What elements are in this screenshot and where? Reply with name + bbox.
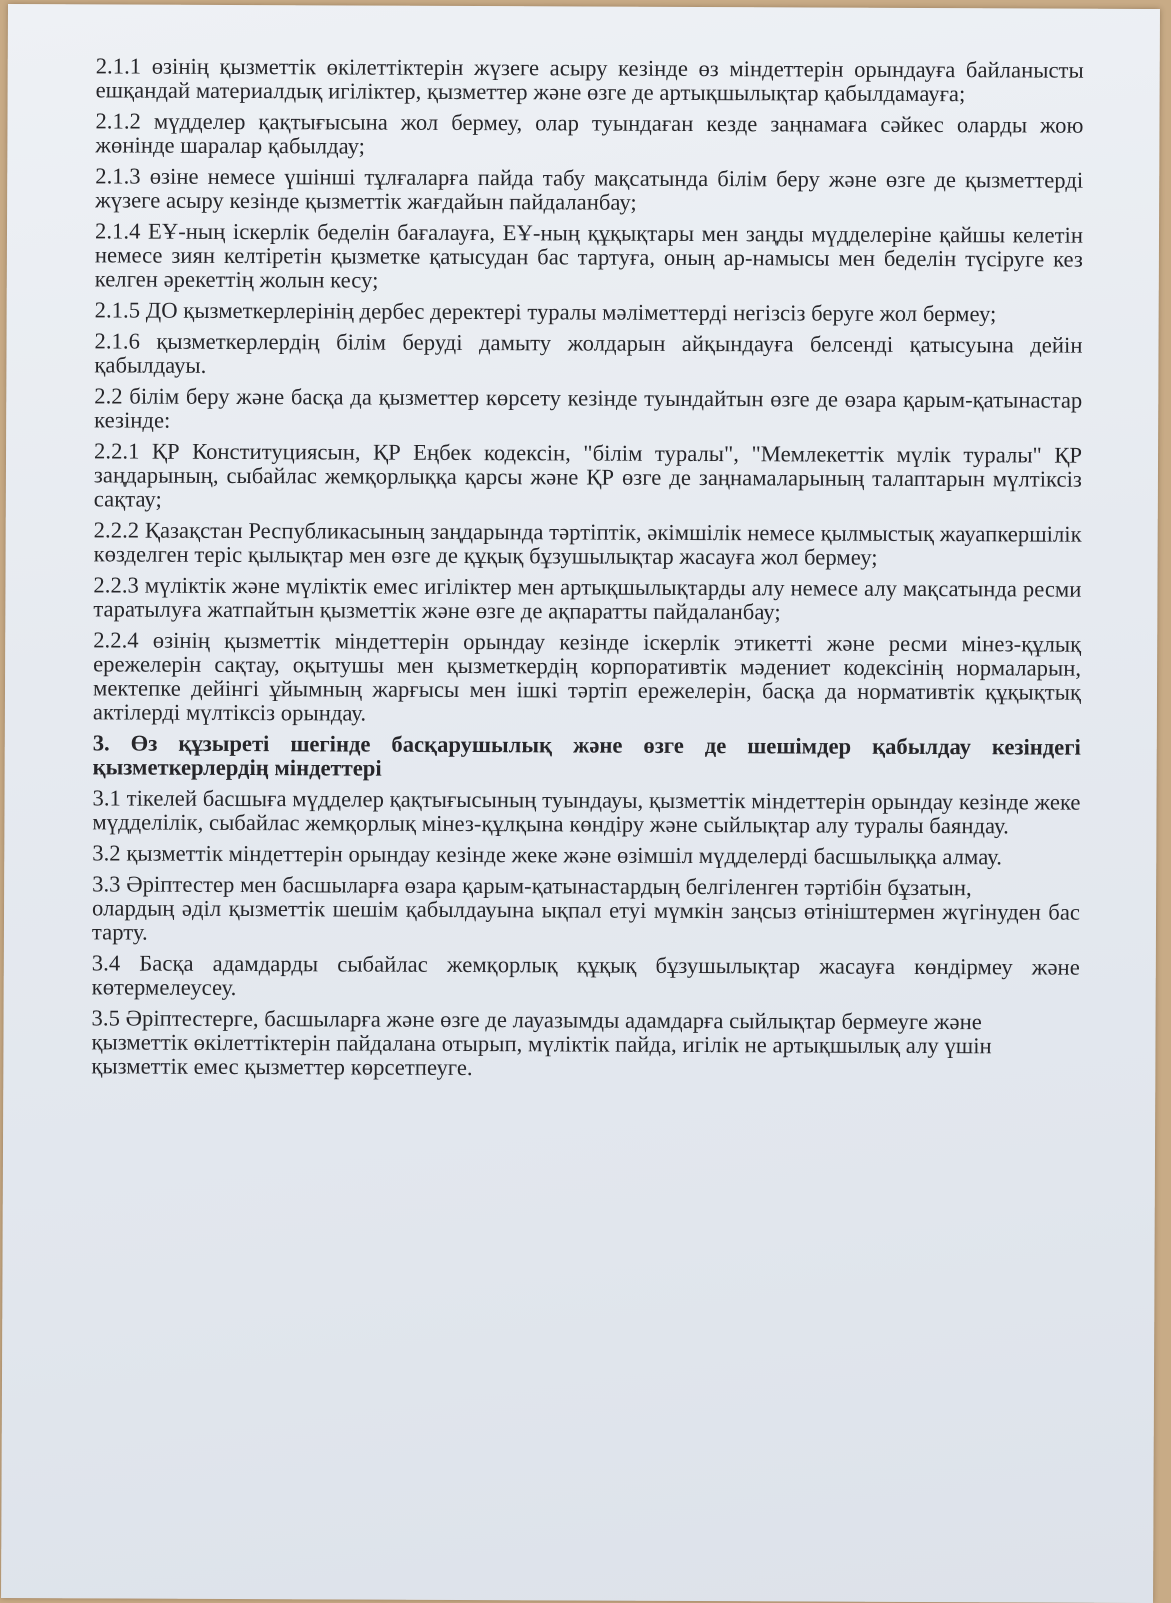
paragraph-2-1-5: 2.1.5 ДО қызметкерлерінің дербес деректері туралы мәліметтерді негізсіз беруге жол бермеу; [94, 297, 997, 327]
paragraph-2-1-2: 2.1.2 мүдделер қақтығысына жол бермеу, олар туындаған кезде заңнамаға сәйкес оларды жою жөнінде шаралар қабылдау; [95, 108, 1084, 159]
paragraph-2-1-1: 2.1.1 өзінің қызметтік өкілеттіктерін жүзеге асыру кезінде өз міндеттерін орындауға байланысты ешқандай материалдық игіліктер, қызметтер және өзге де артықшылықтар қабылдамауға; [95, 53, 1084, 107]
paragraph-2-2: 2.2 білім беру және басқа да қызметтер көрсету кезінде туындайтын өзге де өзара қарым-қатынастар кезінде: [94, 383, 1083, 433]
paragraph-2-1-6: 2.1.6 қызметкерлердің білім беруді дамыту жолдарын айқындауға белсенді қатысуына дейін қабылдауы. [94, 328, 1083, 378]
paragraph-3-2: 3.2 қызметтік міндеттерін орындау кезінде жеке және өзімшіл мүдделерді басшылыққа алмау. [92, 840, 1003, 870]
paragraph-2-2-4: 2.2.4 өзінің қызметтік міндеттерін орындау кезінде іскерлік этикетті және ресми мінез-құлық ережелерін сақтау, оқытушы мен қызметкердің корпоративтік мәдениет кодексінің нормаларын, мектепке дейінгі ұйымның жарғысы мен ішкі тәртіп ережелерін, басқа да нормативтік құқықтық актілерді мүлтіксіз орындау. [92, 627, 1082, 726]
paragraph-3-5-part3: қызметтік емес қызметтер көрсетпеуге. [91, 1053, 473, 1081]
paragraph-3-1: 3.1 тікелей басшыға мүдделер қақтығысының туындауы, қызметтік міндеттерін орындау кезінде жеке мүдделілік, сыбайлас жемқорлық мінез-құлқына көндіру және сыйлықтар алу туралы баяндау. [92, 785, 1081, 839]
paragraph-2-1-3: 2.1.3 өзіне немесе үшінші тұлғаларға пайда табу мақсатында білім беру және өзге де қызметтерді жүзеге асыру кезінде қызметтік жағдайын пайдаланбау; [95, 163, 1084, 215]
section-3-heading: 3. Өз құзыреті шегінде басқарушылық және өзге де шешімдер қабылдау кезіндегі қызметкерлердің міндеттері [92, 730, 1081, 781]
paragraph-2-2-3: 2.2.3 мүліктік және мүліктік емес игіліктер мен артықшылықтарды алу немесе алу мақсатында ресми таратылуға жатпайтын қызметтік және өзге де ақпаратты пайдаланбау; [93, 572, 1082, 625]
document-body [91, 54, 1083, 1089]
paragraph-3-4: 3.4 Басқа адамдарды сыбайлас жемқорлық құқық бұзушылықтар жасауға көндірмеу және көтермелеусеу. [91, 950, 1080, 1001]
paragraph-3-3-part1: 3.3 Әріптестер мен басшыларға өзара қарым-қатынастардың белгіленген тәртібін бұзатын, [92, 871, 972, 901]
paragraph-2-2-1: 2.2.1 ҚР Конституциясын, ҚР Еңбек кодексін, "білім туралы", "Мемлекеттік мүлік туралы" ҚР заңдарының, сыбайлас жемқорлыққа қарсы және ҚР өзге де заңнамаларының талаптарын мүлтіксіз сақтау; [93, 438, 1083, 512]
paper-sheet [1, 4, 1160, 1603]
paragraph-3-3-part2: олардың әділ қызметтік шешім қабылдауына ықпал етуі мүмкін заңсыз өтініштермен жүгінуден бас тарту. [91, 895, 1081, 945]
paragraph-2-2-2: 2.2.2 Қазақстан Республикасының заңдарында тәртіптік, әкімшілік немесе қылмыстық жауапкершілік көзделген теріс қылықтар мен өзге де құқық бұзушылықтар жасауға жол бермеу; [93, 517, 1082, 570]
paragraph-2-1-4: 2.1.4 ЕҰ-ның іскерлік беделін бағалауға, ЕҰ-ның құқықтары мен заңды мүдделеріне қайшы келетін немесе зиян келтіретін қызметке қатысудан бас тартуға, оның ар-намысы мен беделін түсіруге кез келген әрекеттің жолын кесу; [94, 218, 1084, 293]
paragraph-3-5-part1: 3.5 Әріптестерге, басшыларға және өзге де лауазымды адамдарға сыйлықтар бермеуге және [91, 1005, 982, 1035]
paragraph-3-5-part2: қызметтік өкілеттіктерін пайдалана отырып, мүліктік пайда, игілік не артықшылық алу үшін [91, 1029, 992, 1059]
